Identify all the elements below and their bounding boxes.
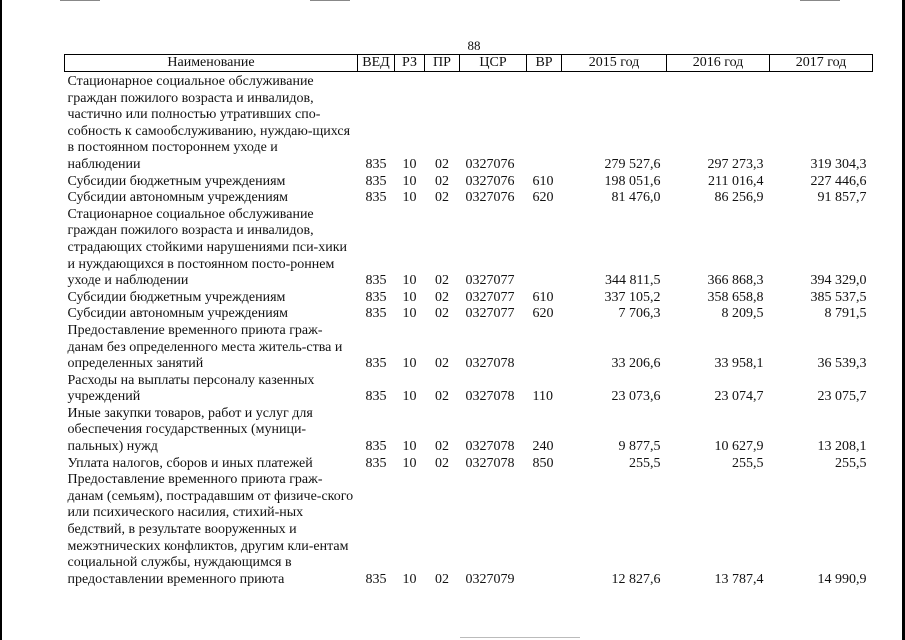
table-row: [65, 472, 873, 588]
row-vr: 240: [532, 439, 554, 455]
row-name: Иные закупки товаров, работ и услуг для обеспечения государственных (муници-пальных) нужд: [67, 405, 313, 455]
row-2016: 366 868,3: [707, 273, 764, 289]
row-vr: 850: [532, 455, 554, 471]
header-2017: 2017 год: [770, 55, 873, 72]
scan-artifact: [460, 637, 580, 638]
row-vr: [527, 207, 562, 290]
row-2017: 319 304,3: [810, 156, 867, 172]
row-2016: 255,5: [732, 455, 764, 471]
row-2016: 33 958,1: [714, 356, 764, 372]
row-rz: 10: [402, 571, 417, 587]
row-rz: 10: [402, 273, 417, 289]
row-rz: 10: [402, 455, 417, 471]
row-2015: 7 706,3: [618, 306, 661, 322]
row-2017: 255,5: [835, 455, 867, 471]
row-vr: 620: [532, 190, 554, 206]
row-csr: 0327078: [465, 389, 515, 405]
row-2015: 81 476,0: [611, 190, 661, 206]
row-2015: 33 206,6: [611, 356, 661, 372]
row-ved: 835: [365, 156, 387, 172]
row-2016: 211 016,4: [708, 173, 764, 189]
row-2015: 9 877,5: [618, 439, 661, 455]
row-rz: 10: [402, 389, 417, 405]
row-name: Субсидии бюджетным учреждениям: [67, 289, 286, 305]
row-rz: 10: [402, 356, 417, 372]
row-ved: 835: [365, 571, 387, 587]
row-rz: 10: [402, 439, 417, 455]
row-vr: [527, 323, 562, 373]
row-rz: 10: [402, 156, 417, 172]
table-row: [65, 406, 873, 456]
row-rz: 10: [402, 173, 417, 189]
table-row: [65, 323, 873, 373]
table-row: [65, 72, 873, 174]
row-ved: 835: [365, 306, 387, 322]
row-ved: 835: [365, 289, 387, 305]
table-row: [65, 190, 873, 207]
row-csr: 0327076: [465, 156, 515, 172]
row-2015: 12 827,6: [611, 571, 661, 587]
scan-border-left: [0, 0, 2, 640]
row-name: Предоставление временного приюта граж-данам без определенного места житель-ства и определенных занятий: [67, 322, 343, 372]
page-number: 88: [467, 38, 481, 53]
table-row: [65, 290, 873, 307]
row-ved: 835: [365, 190, 387, 206]
row-name: Субсидии автономным учреждениям: [67, 190, 289, 206]
row-pr: 02: [435, 356, 449, 372]
row-vr: [527, 472, 562, 588]
row-vr: 620: [532, 306, 554, 322]
row-vr: 610: [532, 173, 554, 189]
row-pr: 02: [435, 190, 449, 206]
row-pr: 02: [435, 571, 449, 587]
table-body: [65, 72, 873, 589]
row-2017: 8 791,5: [824, 306, 867, 322]
row-2016: 23 074,7: [714, 389, 764, 405]
row-name: Предоставление временного приюта граж-данам (семьям), пострадавшим от физиче-ского или психического насилия, стихий-ных бедствий, в результате вооруженных и межэтнических конфликтов, другим кли-ентам социальной службы, нуждающимся в предоставлении временного приюта: [67, 472, 354, 587]
row-csr: 0327077: [465, 306, 515, 322]
row-rz: 10: [402, 306, 417, 322]
row-name: Стационарное социальное обслуживание граждан пожилого возраста и инвалидов, частично или полностью утративших спо-собность к самообслуживанию, нуждаю-щихся в постоянном постороннем уходе и наблюдении: [67, 74, 351, 172]
row-csr: 0327078: [465, 439, 515, 455]
row-pr: 02: [435, 173, 449, 189]
row-csr: 0327077: [465, 273, 515, 289]
table-header: [65, 55, 873, 72]
row-2017: 14 990,9: [817, 571, 867, 587]
row-2015: 23 073,6: [611, 389, 661, 405]
header-2015: 2015 год: [562, 55, 667, 72]
row-pr: 02: [435, 389, 449, 405]
row-csr: 0327077: [465, 289, 515, 305]
row-pr: 02: [435, 306, 449, 322]
table-row: [65, 456, 873, 473]
row-name: Расходы на выплаты персоналу казенных учреждений: [67, 372, 315, 405]
row-ved: 835: [365, 356, 387, 372]
header-pr: ПР: [425, 55, 460, 72]
row-2017: 394 329,0: [810, 273, 867, 289]
row-2016: 358 658,8: [707, 289, 764, 305]
scan-artifact: [60, 0, 100, 1]
row-name: Субсидии бюджетным учреждениям: [67, 173, 286, 189]
table-row: [65, 373, 873, 406]
header-ved: ВЕД: [358, 55, 395, 72]
table-row: [65, 207, 873, 290]
row-pr: 02: [435, 273, 449, 289]
row-rz: 10: [402, 190, 417, 206]
header-vr: ВР: [527, 55, 562, 72]
header-csr: ЦСР: [460, 55, 527, 72]
row-pr: 02: [435, 289, 449, 305]
row-rz: 10: [402, 289, 417, 305]
header-rz: РЗ: [395, 55, 425, 72]
table-row: [65, 174, 873, 191]
row-2017: 91 857,7: [817, 190, 867, 206]
table-row: [65, 306, 873, 323]
row-name: Стационарное социальное обслуживание граждан пожилого возраста и инвалидов, страдающих стойкими нарушениями пси-хики и нуждающихся в постоянном посто-роннем уходе и наблюдении: [67, 206, 348, 289]
row-pr: 02: [435, 156, 449, 172]
row-2015: 198 051,6: [604, 173, 661, 189]
row-2015: 279 527,6: [604, 156, 661, 172]
row-2016: 10 627,9: [714, 439, 764, 455]
row-vr: 110: [532, 389, 553, 405]
row-ved: 835: [365, 455, 387, 471]
row-2015: 337 105,2: [604, 289, 661, 305]
scan-artifact: [800, 0, 840, 1]
scan-artifact: [310, 0, 350, 1]
row-2017: 36 539,3: [817, 356, 867, 372]
row-2017: 13 208,1: [817, 439, 867, 455]
budget-table: [64, 54, 873, 588]
row-2016: 8 209,5: [721, 306, 764, 322]
row-vr: 610: [532, 289, 554, 305]
row-ved: 835: [365, 173, 387, 189]
row-csr: 0327078: [465, 356, 515, 372]
row-2017: 385 537,5: [810, 289, 867, 305]
row-csr: 0327076: [465, 190, 515, 206]
header-2016: 2016 год: [667, 55, 770, 72]
row-2016: 13 787,4: [714, 571, 764, 587]
row-2015: 255,5: [629, 455, 661, 471]
row-2016: 86 256,9: [714, 190, 764, 206]
header-name: Наименование: [65, 55, 358, 72]
row-pr: 02: [435, 439, 449, 455]
row-ved: 835: [365, 273, 387, 289]
row-csr: 0327076: [465, 173, 515, 189]
row-ved: 835: [365, 439, 387, 455]
row-name: Субсидии автономным учреждениям: [67, 306, 289, 322]
row-2017: 23 075,7: [817, 389, 867, 405]
row-vr: [527, 72, 562, 174]
row-2017: 227 446,6: [810, 173, 867, 189]
row-2016: 297 273,3: [707, 156, 764, 172]
row-2015: 344 811,5: [605, 273, 661, 289]
row-name: Уплата налогов, сборов и иных платежей: [67, 455, 313, 471]
row-csr: 0327078: [465, 455, 515, 471]
row-pr: 02: [435, 455, 449, 471]
row-ved: 835: [365, 389, 387, 405]
row-csr: 0327079: [465, 571, 515, 587]
